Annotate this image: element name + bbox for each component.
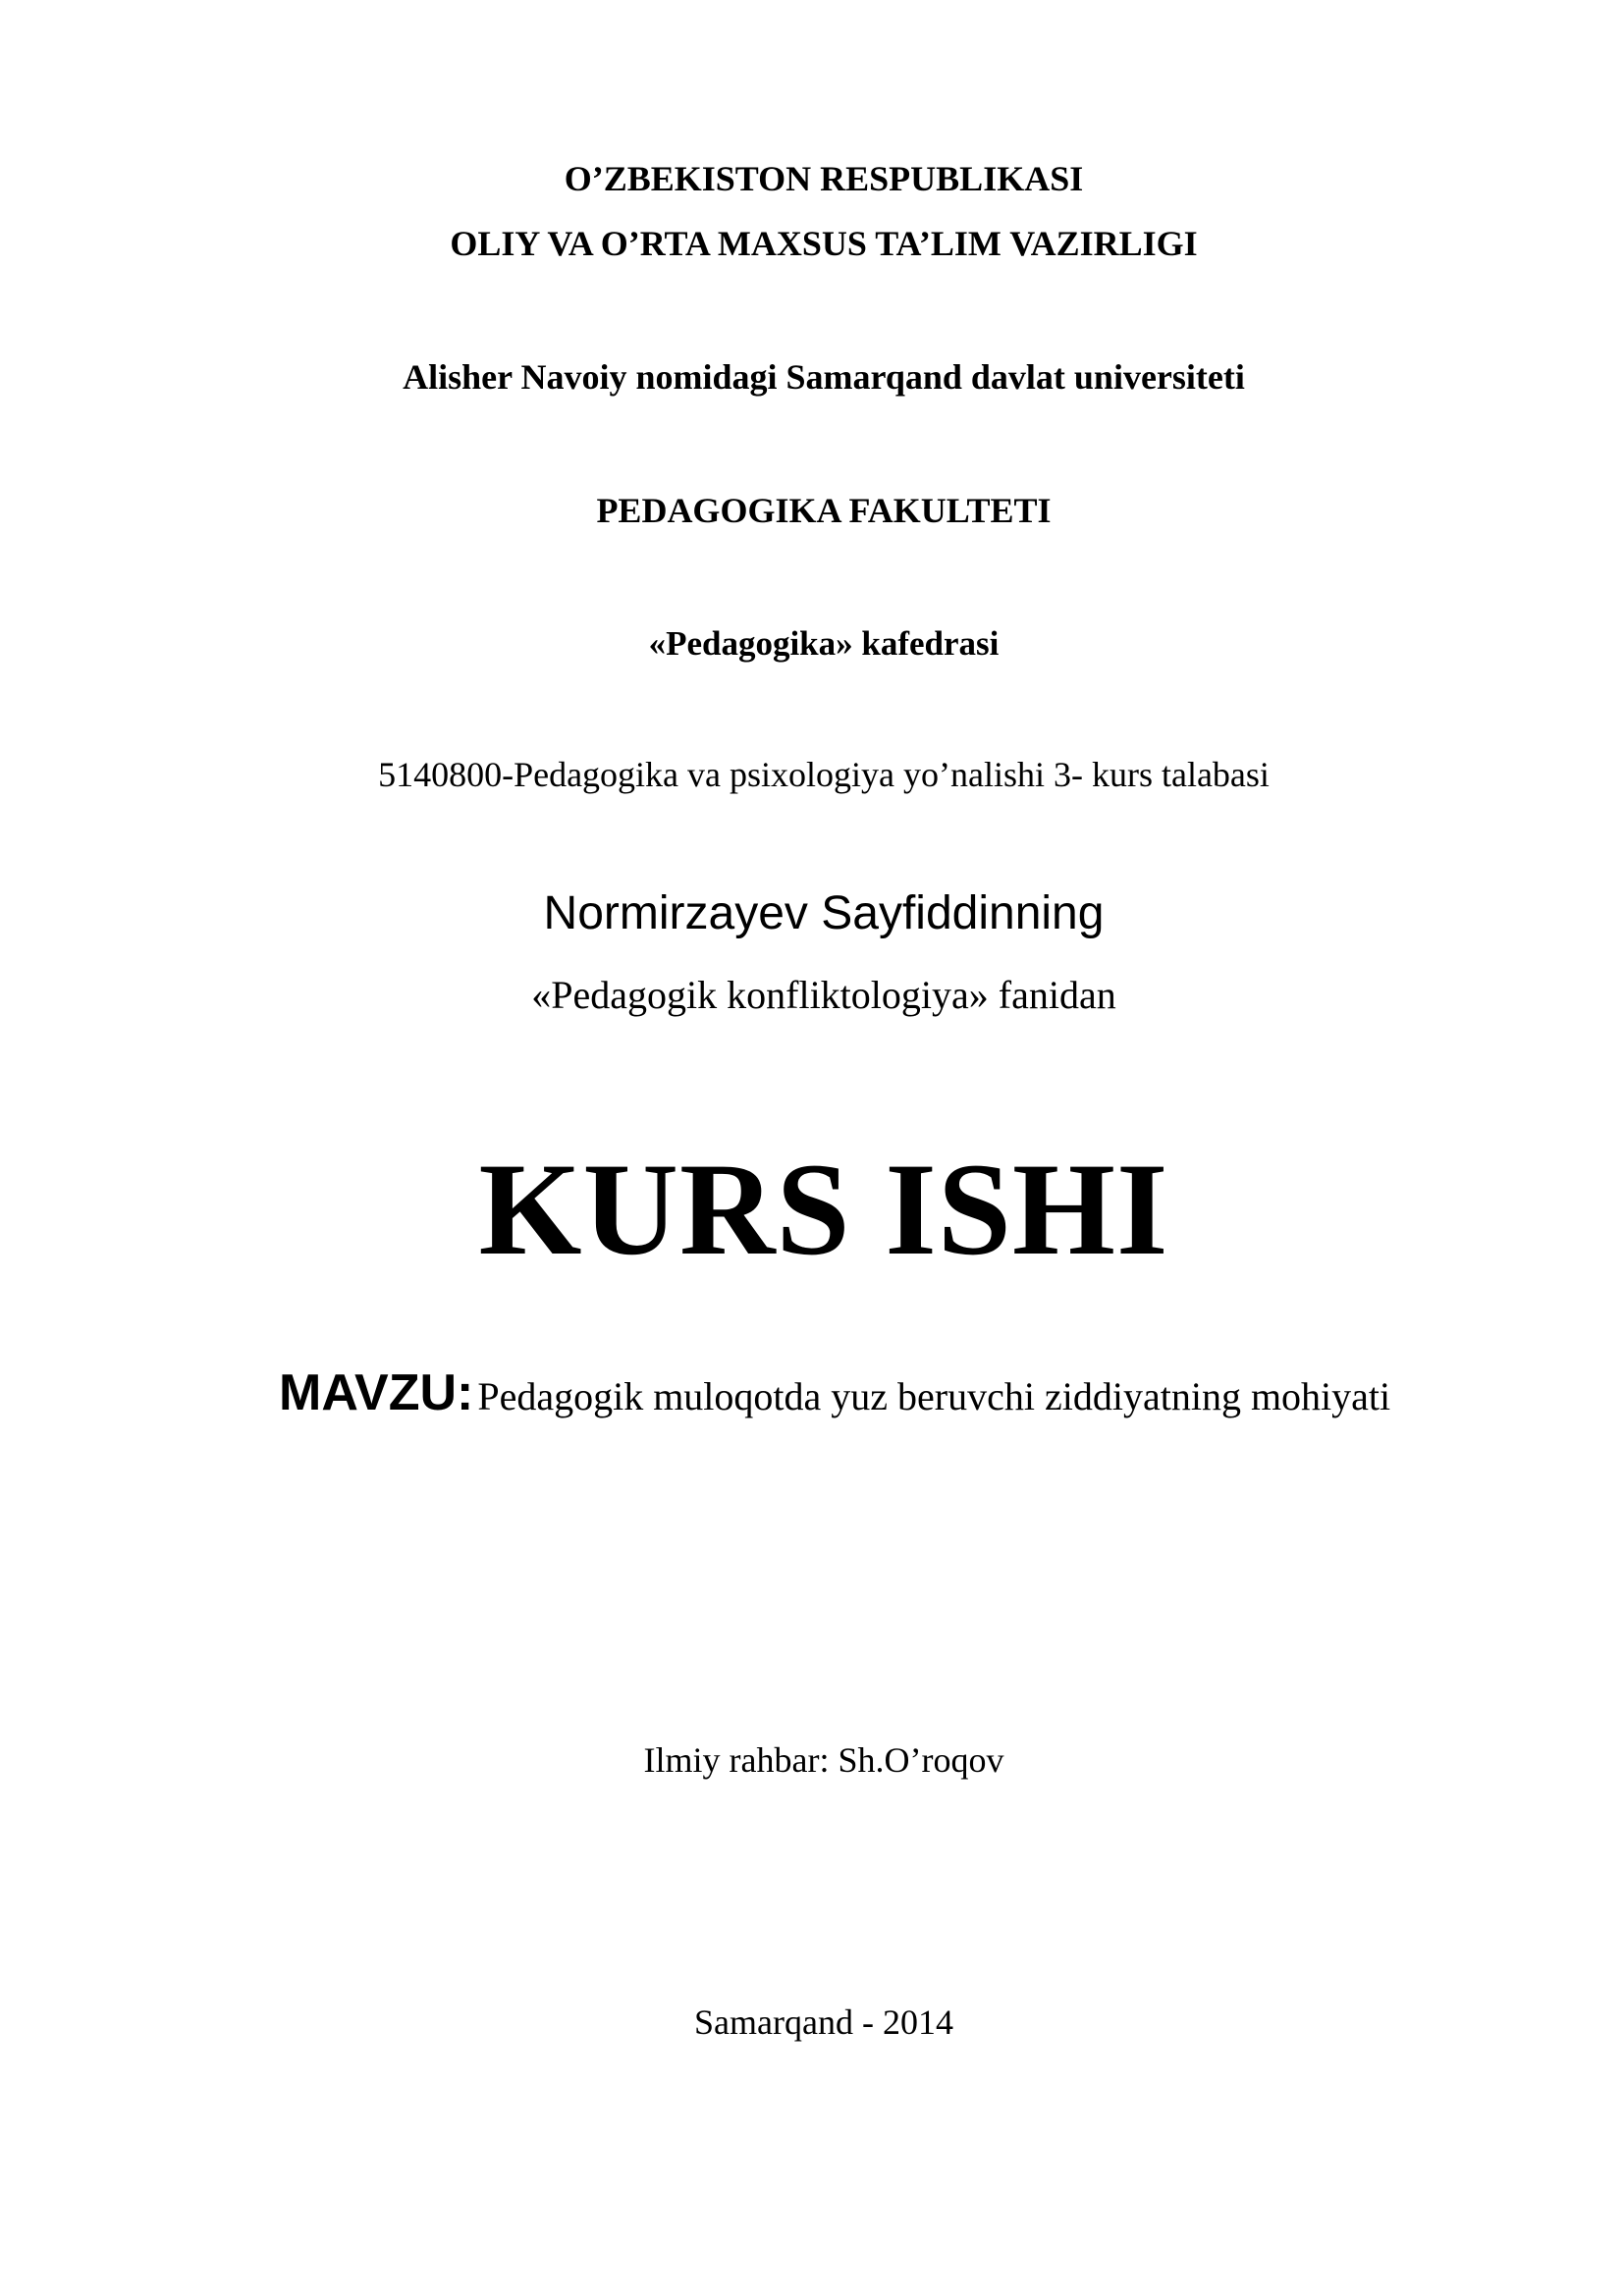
university-name: Alisher Navoiy nomidagi Samarqand davlat universiteti xyxy=(403,357,1245,397)
student-info: 5140800-Pedagogika va psixologiya yo’nalishi 3- kurs talabasi xyxy=(378,755,1270,794)
faculty-name: PEDAGOGIKA FAKULTETI xyxy=(596,491,1052,530)
department-name: «Pedagogika» kafedrasi xyxy=(648,624,1000,663)
topic xyxy=(279,1364,1391,1421)
work-title: KURS ISHI xyxy=(478,1137,1169,1283)
student-name: Normirzayev Sayfiddinning xyxy=(543,887,1105,939)
ministry-title-line-2: OLIY VA O’RTA MAXSUS TA’LIM VAZIRLIGI xyxy=(450,224,1198,263)
ministry-title-line-1: O’ZBEKISTON RESPUBLIKASI xyxy=(564,159,1084,198)
subject-name: «Pedagogik konfliktologiya» fanidan xyxy=(531,973,1116,1017)
topic-label: MAVZU: xyxy=(279,1364,474,1421)
topic-text: Pedagogik muloqotda yuz beruvchi ziddiyatning mohiyati xyxy=(477,1374,1391,1418)
advisor: Ilmiy rahbar: Sh.O’roqov xyxy=(643,1740,1004,1780)
city-year: Samarqand - 2014 xyxy=(694,2002,953,2042)
